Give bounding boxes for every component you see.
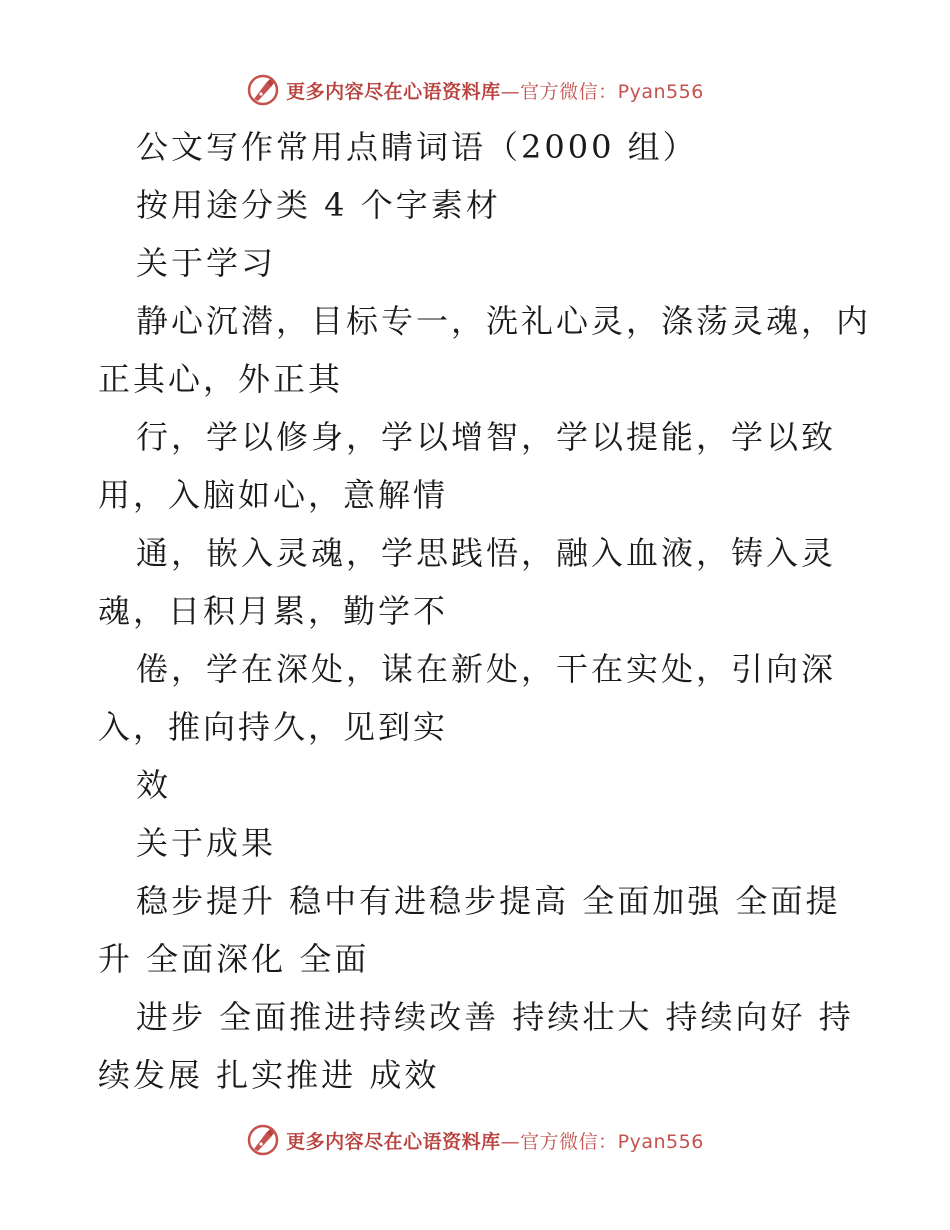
watermark-wechat: 官方微信：Pyan556 <box>520 1130 704 1153</box>
text-line: 关于成果 <box>136 824 277 862</box>
watermark-inner <box>246 1123 704 1157</box>
watermark-brand: 更多内容尽在心语资料库 <box>286 80 501 103</box>
watermark-inner <box>246 73 704 107</box>
header-watermark <box>0 70 950 110</box>
text-line: 用，入脑如心，意解情 <box>98 476 449 514</box>
text-line: 关于学习 <box>136 244 277 282</box>
text-line: 魂，日积月累，勤学不 <box>98 592 449 630</box>
text-line: 稳步提升 稳中有进稳步提高 全面加强 全面提 <box>136 882 841 920</box>
text-line: 公文写作常用点睛词语（2000 组） <box>136 128 698 166</box>
text-line: 升 全面深化 全面 <box>98 940 370 978</box>
watermark-text <box>286 77 704 104</box>
watermark-wechat: 官方微信：Pyan556 <box>520 80 704 103</box>
text-line: 倦，学在深处，谋在新处，干在实处，引向深 <box>136 650 837 688</box>
text-line: 行，学以修身，学以增智，学以提能，学以致 <box>136 418 837 456</box>
text-line: 续发展 扎实推进 成效 <box>98 1056 440 1094</box>
document-body <box>98 118 872 1104</box>
text-line: 正其心，外正其 <box>98 360 344 398</box>
pen-nib-logo-icon <box>246 73 280 107</box>
watermark-separator: — <box>500 1130 521 1153</box>
text-line: 进步 全面推进持续改善 持续壮大 持续向好 持 <box>136 998 854 1036</box>
text-line: 通，嵌入灵魂，学思践悟，融入血液，铸入灵 <box>136 534 837 572</box>
text-line: 效 <box>136 766 172 804</box>
text-line: 静心沉潜，目标专一，洗礼心灵，涤荡灵魂，内 <box>136 302 872 340</box>
pen-nib-logo-icon <box>246 1123 280 1157</box>
watermark-separator: — <box>500 80 521 103</box>
watermark-brand: 更多内容尽在心语资料库 <box>286 1130 501 1153</box>
watermark-text <box>286 1127 704 1154</box>
text-line: 入，推向持久，见到实 <box>98 708 449 746</box>
footer-watermark <box>0 1120 950 1160</box>
text-line: 按用途分类 4 个字素材 <box>136 186 501 224</box>
